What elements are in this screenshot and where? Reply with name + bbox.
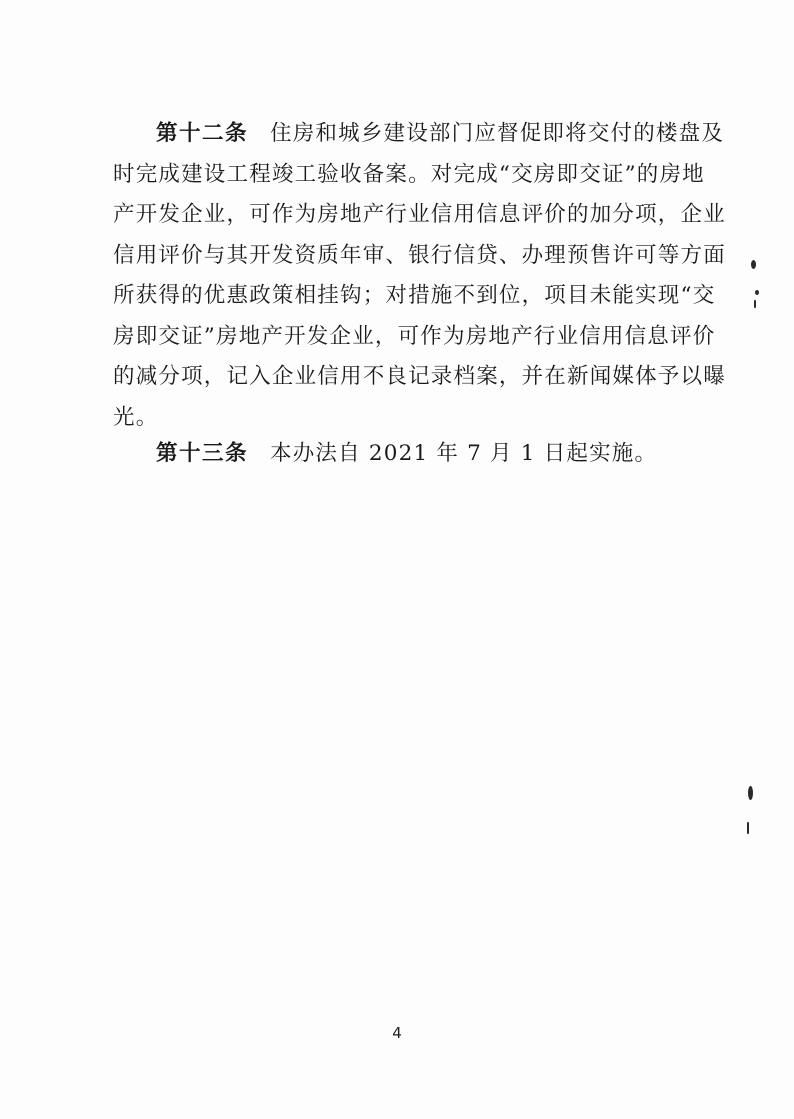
page-number: 4: [392, 1024, 402, 1042]
article-13-line: [113, 434, 703, 475]
article-12: [113, 114, 726, 438]
article-12-line-4: 所获得的优惠政策相挂钩；对措施不到位，项目未能实现“交: [113, 283, 716, 308]
scan-speck: [748, 786, 753, 800]
article-12-line-6: 的减分项，记入企业信用不良记录档案，并在新闻媒体予以曝: [113, 364, 726, 389]
scan-speck: [751, 260, 756, 269]
article-12-line-7: 光。: [113, 404, 159, 430]
article-13: [113, 434, 703, 475]
scan-speck: [747, 822, 749, 834]
article-12-line-3: 信用评价与其开发资质年审、银行信贷、办理预售许可等方面: [113, 242, 726, 268]
article-12-heading: 第十二条: [156, 121, 249, 146]
article-13-text: 本办法自 2021 年 7 月 1 日起实施。: [270, 441, 658, 466]
article-12-line-1: 时完成建设工程竣工验收备案。对完成“交房即交证”的房地: [113, 161, 705, 187]
article-13-heading: 第十三条: [156, 441, 249, 466]
article-12-line-0: 住房和城乡建设部门应督促即将交付的楼盘及: [270, 121, 725, 146]
scan-speck: [754, 300, 756, 308]
article-12-first-line: [113, 114, 725, 155]
article-12-line-5: 房即交证”房地产开发企业，可作为房地产行业信用信息评价: [113, 323, 716, 349]
scan-speck: [755, 290, 759, 295]
article-12-line-2: 产开发企业，可作为房地产行业信用信息评价的加分项，企业: [113, 202, 726, 227]
